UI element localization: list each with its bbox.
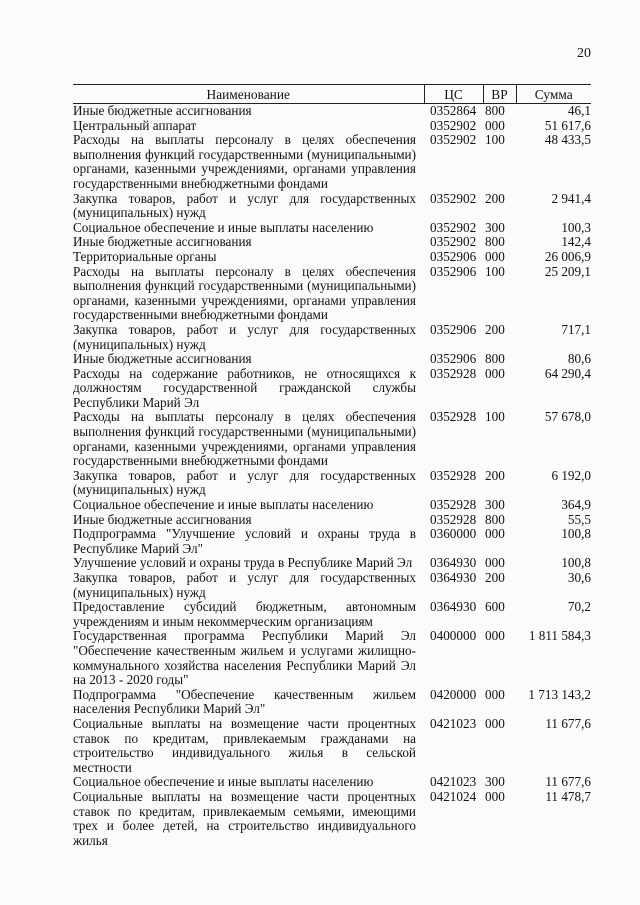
header-name: Наименование xyxy=(73,85,424,104)
row-cs-code: 0352902 xyxy=(430,132,477,148)
table-row xyxy=(73,133,591,191)
row-cs-code: 0352906 xyxy=(430,248,477,264)
row-cs-code: 0352906 xyxy=(430,263,477,279)
row-name: Предоставление субсидий бюджетным, автономным учреждениям и иным некоммерческим организациям xyxy=(73,599,416,629)
row-cs-code: 0352902 xyxy=(430,190,477,206)
row-name: Социальные выплаты на возмещение части процентных ставок по кредитам, привлекаемым семьями, имеющими трех и более детей, на строительство индивидуального жилья xyxy=(73,788,416,848)
table-row xyxy=(73,221,591,236)
table-row xyxy=(73,410,591,468)
row-cs-code: 0352928 xyxy=(430,365,477,381)
row-name: Закупка товаров, работ и услуг для государственных (муниципальных) нужд xyxy=(73,190,416,221)
page-number: 20 xyxy=(577,46,591,61)
table-row xyxy=(73,235,591,250)
row-vr-code: 000 xyxy=(485,788,505,804)
row-sum: 48 433,5 xyxy=(544,132,591,148)
row-sum: 11 677,6 xyxy=(545,715,591,731)
row-sum: 100,8 xyxy=(561,555,591,571)
row-cs-code: 0352902 xyxy=(430,219,477,235)
row-vr-code: 100 xyxy=(485,409,505,425)
row-vr-code: 300 xyxy=(485,774,505,790)
table-row xyxy=(73,513,591,528)
row-sum: 80,6 xyxy=(567,351,591,367)
row-vr-code: 000 xyxy=(485,117,505,133)
row-name: Территориальные органы xyxy=(73,248,217,264)
table-row xyxy=(73,323,591,352)
row-cs-code: 0421023 xyxy=(430,715,477,731)
row-cs-code: 0352928 xyxy=(430,511,477,527)
row-name: Иные бюджетные ассигнования xyxy=(73,351,252,367)
row-cs-code: 0364930 xyxy=(430,599,477,615)
row-name: Закупка товаров, работ и услуг для государственных (муниципальных) нужд xyxy=(73,570,416,600)
row-vr-code: 000 xyxy=(485,365,505,381)
row-vr-code: 300 xyxy=(485,497,505,513)
row-vr-code: 000 xyxy=(485,686,505,702)
row-cs-code: 0352906 xyxy=(430,351,477,367)
table-row xyxy=(73,775,591,790)
row-sum: 51 617,6 xyxy=(544,117,591,133)
row-cs-code: 0352864 xyxy=(430,103,477,118)
row-name: Государственная программа Республики Марий Эл "Обеспечение качественным жильем и услугами жилищно-коммунального хозяйства населения Республики Марий Эл на 2013 - 2020 годы" xyxy=(73,628,416,688)
row-name: Расходы на содержание работников, не относящихся к должностям государственной гражданской службы Республики Марий Эл xyxy=(73,365,416,410)
table-row xyxy=(73,688,591,717)
row-name: Социальное обеспечение и иные выплаты населению xyxy=(73,774,374,790)
row-vr-code: 200 xyxy=(485,321,505,337)
row-name: Социальное обеспечение и иные выплаты населению xyxy=(73,219,374,235)
budget-table xyxy=(73,84,591,848)
row-name: Подпрограмма "Улучшение условий и охраны труда в Республике Марий Эл" xyxy=(73,526,416,556)
table-row xyxy=(73,498,591,513)
row-vr-code: 800 xyxy=(485,511,505,527)
row-name: Расходы на выплаты персоналу в целях обеспечения выполнения функций государственными (муниципальными) органами, казенными учреждениями, органами управления государственными внебюджетными фондами xyxy=(73,409,416,469)
header-sum: Сумма xyxy=(516,85,591,104)
row-vr-code: 000 xyxy=(485,715,505,731)
row-sum: 70,2 xyxy=(567,599,591,615)
row-cs-code: 0352902 xyxy=(430,117,477,133)
row-sum: 64 290,4 xyxy=(544,365,591,381)
row-cs-code: 0364930 xyxy=(430,570,477,585)
row-sum: 1 811 584,3 xyxy=(528,628,591,644)
table-row xyxy=(73,556,591,571)
row-sum: 100,8 xyxy=(561,526,591,542)
row-name: Подпрограмма "Обеспечение качественным жильем населения Республики Марий Эл" xyxy=(73,686,416,717)
row-sum: 2 941,4 xyxy=(551,190,591,206)
row-name: Иные бюджетные ассигнования xyxy=(73,103,252,118)
row-sum: 57 678,0 xyxy=(544,409,591,425)
table-header xyxy=(73,85,591,104)
budget-table-container xyxy=(73,84,591,848)
row-sum: 55,5 xyxy=(567,511,591,527)
header-cs: ЦС xyxy=(424,85,483,104)
row-vr-code: 800 xyxy=(485,351,505,367)
row-name: Закупка товаров, работ и услуг для государственных (муниципальных) нужд xyxy=(73,467,416,498)
row-vr-code: 800 xyxy=(485,103,505,118)
row-cs-code: 0400000 xyxy=(430,628,477,644)
row-sum: 26 006,9 xyxy=(544,248,591,264)
table-row xyxy=(73,250,591,265)
table-row xyxy=(73,717,591,775)
row-sum: 30,6 xyxy=(567,570,591,585)
row-vr-code: 300 xyxy=(485,219,505,235)
row-name: Расходы на выплаты персоналу в целях обеспечения выполнения функций государственными (муниципальными) органами, казенными учреждениями, органами управления государственными внебюджетными фондами xyxy=(73,132,416,191)
table-row xyxy=(73,265,591,323)
table-row xyxy=(73,119,591,134)
row-name: Закупка товаров, работ и услуг для государственных (муниципальных) нужд xyxy=(73,321,416,352)
table-row xyxy=(73,571,591,600)
row-cs-code: 0352902 xyxy=(430,234,477,250)
row-cs-code: 0352928 xyxy=(430,467,477,483)
row-vr-code: 600 xyxy=(485,599,505,615)
row-vr-code: 000 xyxy=(485,555,505,571)
row-sum: 11 677,6 xyxy=(545,774,591,790)
row-sum: 11 478,7 xyxy=(545,788,591,804)
row-cs-code: 0421023 xyxy=(430,774,477,790)
row-vr-code: 800 xyxy=(485,234,505,250)
row-vr-code: 100 xyxy=(485,132,505,148)
row-cs-code: 0352928 xyxy=(430,497,477,513)
row-vr-code: 200 xyxy=(485,467,505,483)
row-sum: 142,4 xyxy=(561,234,591,250)
row-name: Центральный аппарат xyxy=(73,117,197,133)
table-row xyxy=(73,527,591,556)
row-sum: 100,3 xyxy=(561,219,591,235)
row-sum: 25 209,1 xyxy=(544,263,591,279)
row-cs-code: 0352928 xyxy=(430,409,477,425)
table-row xyxy=(73,367,591,411)
row-vr-code: 000 xyxy=(485,526,505,542)
table-row xyxy=(73,104,591,119)
row-sum: 717,1 xyxy=(561,321,591,337)
row-cs-code: 0420000 xyxy=(430,686,477,702)
row-cs-code: 0352906 xyxy=(430,321,477,337)
row-name: Иные бюджетные ассигнования xyxy=(73,234,252,250)
header-row xyxy=(73,85,591,104)
row-sum: 364,9 xyxy=(561,497,591,513)
table-row xyxy=(73,469,591,498)
row-name: Иные бюджетные ассигнования xyxy=(73,511,252,527)
row-cs-code: 0421024 xyxy=(430,788,477,804)
row-vr-code: 100 xyxy=(485,263,505,279)
row-sum: 1 713 143,2 xyxy=(528,686,591,702)
row-sum: 46,1 xyxy=(567,103,591,118)
table-row xyxy=(73,352,591,367)
row-cs-code: 0360000 xyxy=(430,526,477,542)
table-row xyxy=(73,600,591,629)
row-vr-code: 000 xyxy=(485,628,505,644)
row-name: Социальные выплаты на возмещение части процентных ставок по кредитам, привлекаемым гражданами на строительство индивидуального жилья в сельской местности xyxy=(73,715,416,775)
row-vr-code: 200 xyxy=(485,190,505,206)
row-cs-code: 0364930 xyxy=(430,555,477,571)
row-vr-code: 200 xyxy=(485,570,505,585)
row-vr-code: 000 xyxy=(485,248,505,264)
header-vr: ВР xyxy=(483,85,516,104)
table-row xyxy=(73,192,591,221)
row-sum: 6 192,0 xyxy=(551,467,591,483)
table-row xyxy=(73,790,591,848)
table-row xyxy=(73,629,591,687)
row-name: Улучшение условий и охраны труда в Республике Марий Эл xyxy=(73,555,413,571)
row-name: Социальное обеспечение и иные выплаты населению xyxy=(73,497,374,513)
table-body xyxy=(73,104,591,849)
row-name: Расходы на выплаты персоналу в целях обеспечения выполнения функций государственными (муниципальными) органами, казенными учреждениями, органами управления государственными внебюджетными фондами xyxy=(73,263,416,323)
